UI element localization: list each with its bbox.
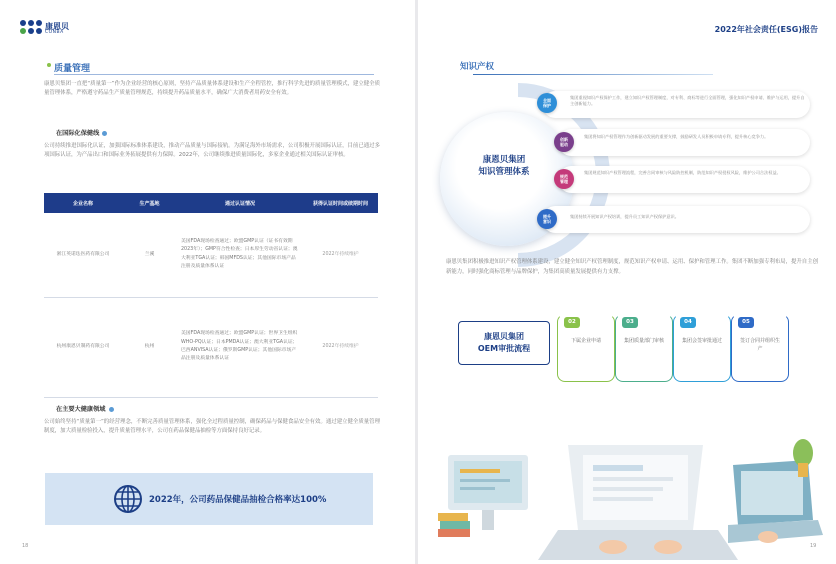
process-step xyxy=(560,317,612,379)
info-dot-icon xyxy=(109,407,114,412)
oem-title-line2: OEM审批流程 xyxy=(477,344,531,353)
subsection1-title: 在国际化保健线 xyxy=(56,128,107,137)
arc-item-text: 集团持续开展知识产权培训，提升员工知识产权保护意识。 xyxy=(570,214,679,219)
arc-item-text: 集团重视知识产权保护工作，建立知识产权管理制度，对专利、商标等进行全面管理，强化知识产权申请、维护与运用，提升自主创新能力。 xyxy=(570,95,805,107)
step-text: 下属企业申请 xyxy=(570,338,601,344)
qualified-rate-banner xyxy=(45,473,373,525)
info-dot-icon xyxy=(102,131,107,136)
table-cell-date: 2022年持续维护 xyxy=(303,213,378,297)
logo-icon xyxy=(20,20,42,38)
office-illustration xyxy=(438,425,823,564)
oem-title-line1: 康恩贝集团 xyxy=(483,332,524,341)
process-step xyxy=(618,317,670,379)
table-cell-company: 浙江英诺珐医药有限公司 xyxy=(44,213,122,297)
oem-process-title-box xyxy=(458,321,550,365)
core-title: 康恩贝集团 知识管理体系 xyxy=(478,155,530,177)
table-cell-base: 杭州 xyxy=(122,297,177,397)
ip-section-title: 知识产权 xyxy=(460,62,495,72)
step-number: 03 xyxy=(622,317,638,328)
company-logo xyxy=(20,20,69,38)
subsection1-text: 公司持续推进国际化认证，加强国际标准体系建设，推动产品质量与国际接轨。为满足海外市场需求，公司积极开展国际认证，目前已通过多项国际认证，为产品出口和国际业务拓展提供有力保障。2022年，公司继续推进质量国际化，多家企业通过相关国际认证审核。 xyxy=(44,143,380,159)
report-title: 2022年社会责任(ESG)报告 xyxy=(714,25,818,34)
page-number-right: 19 xyxy=(810,543,817,549)
arc-item-text: 集团规范知识产权管理流程，完善合同审核与风险防控机制，防范知识产权侵权风险，维护公司合法权益。 xyxy=(584,170,781,175)
title-rule xyxy=(54,74,374,75)
certification-table xyxy=(44,193,378,398)
ip-paragraph: 康恩贝集团积极推进知识产权管理体系建设，建立健全知识产权管理制度，规范知识产权申请、运用、保护和管理工作。集团不断加强专利布局，提升自主创新能力，同时强化商标管理与品牌保护，为集团高质量发展提供有力支撑。 xyxy=(446,259,818,275)
process-step xyxy=(734,317,786,379)
awareness-icon: 提升 意识 xyxy=(537,209,557,229)
title-rule xyxy=(473,74,713,75)
arc-item-text: 集团将知识产权管理作为创新驱动发展的重要支撑，鼓励研发人员积极申请专利，提升核心竞争力。 xyxy=(584,134,769,139)
step-text: 签订合同并组织生产 xyxy=(739,338,780,352)
quality-intro: 康恩贝集团一直把“质量第一”作为企业经营的核心原则，坚持产品质量体系建设和生产全程管控，推行科学先进的质量管理模式，建立健全质量管理体系，严格遵守药品生产质量管理规范，持续提升药品质量水平，确保广大消费者用药安全有效。 xyxy=(44,81,380,97)
right-page xyxy=(418,0,836,564)
subsection2-text: 公司始终坚持“质量第一”的经营理念，不断完善质量管理体系，强化全过程质量控制，确保药品与保健食品安全有效。通过建立健全质量管理制度，加大质量检验投入，提升质量管理水平，公司在药品保健品抽检等方面保持良好记录。 xyxy=(44,419,380,435)
table-header: 生产基地 xyxy=(122,193,177,213)
step-number: 05 xyxy=(738,317,754,328)
table-cell-date: 2022年持续维护 xyxy=(303,297,378,397)
quality-section-title: 质量管理 xyxy=(54,61,90,74)
protect-icon: 全面 保护 xyxy=(537,93,557,113)
banner-text: 2022年，公司药品保健品抽检合格率达100% xyxy=(149,495,327,505)
table-row xyxy=(44,213,378,297)
step-text: 集团会签审批通过 xyxy=(681,338,722,344)
process-step xyxy=(676,317,728,379)
logo-cn-text: 康恩贝 xyxy=(45,21,69,31)
table-cell-certs: 美国FDA现场检查通过；欧盟GMP认证；世界卫生组织WHO-PQ认证；日本PMDA认证；澳大利亚TGA认证；巴西ANVISA认证；俄罗斯GMP认证；其他国际市场产品注册及质量体系认证 xyxy=(177,297,303,397)
manage-icon: 规范 管理 xyxy=(554,169,574,189)
page-number-left: 18 xyxy=(22,543,29,549)
globe-icon xyxy=(112,483,144,515)
table-header: 企业名称 xyxy=(44,193,122,213)
step-number: 02 xyxy=(564,317,580,328)
step-number: 04 xyxy=(680,317,696,328)
table-cell-base: 兰溪 xyxy=(122,213,177,297)
table-header: 通过认证情况 xyxy=(177,193,303,213)
table-row xyxy=(44,297,378,397)
logo-en-text: CONBA xyxy=(45,29,64,35)
table-cell-company: 杭州康恩贝制药有限公司 xyxy=(44,297,122,397)
innovation-icon: 创新 驱动 xyxy=(554,132,574,152)
step-text: 集团质量部门审核 xyxy=(623,338,664,344)
table-cell-certs: 美国FDA现场检查通过；欧盟GMP认证（证书有效期2023年）；GMP符合性检查；日本厚生劳动省认证；澳大利亚TGA认证；韩国MFDS认证；其他国际市场产品注册及质量体系认证 xyxy=(177,213,303,297)
subsection2-title: 在主要大健康领域 xyxy=(56,404,114,413)
left-page xyxy=(0,0,415,564)
table-header: 获得认证时间或续期时间 xyxy=(303,193,378,213)
